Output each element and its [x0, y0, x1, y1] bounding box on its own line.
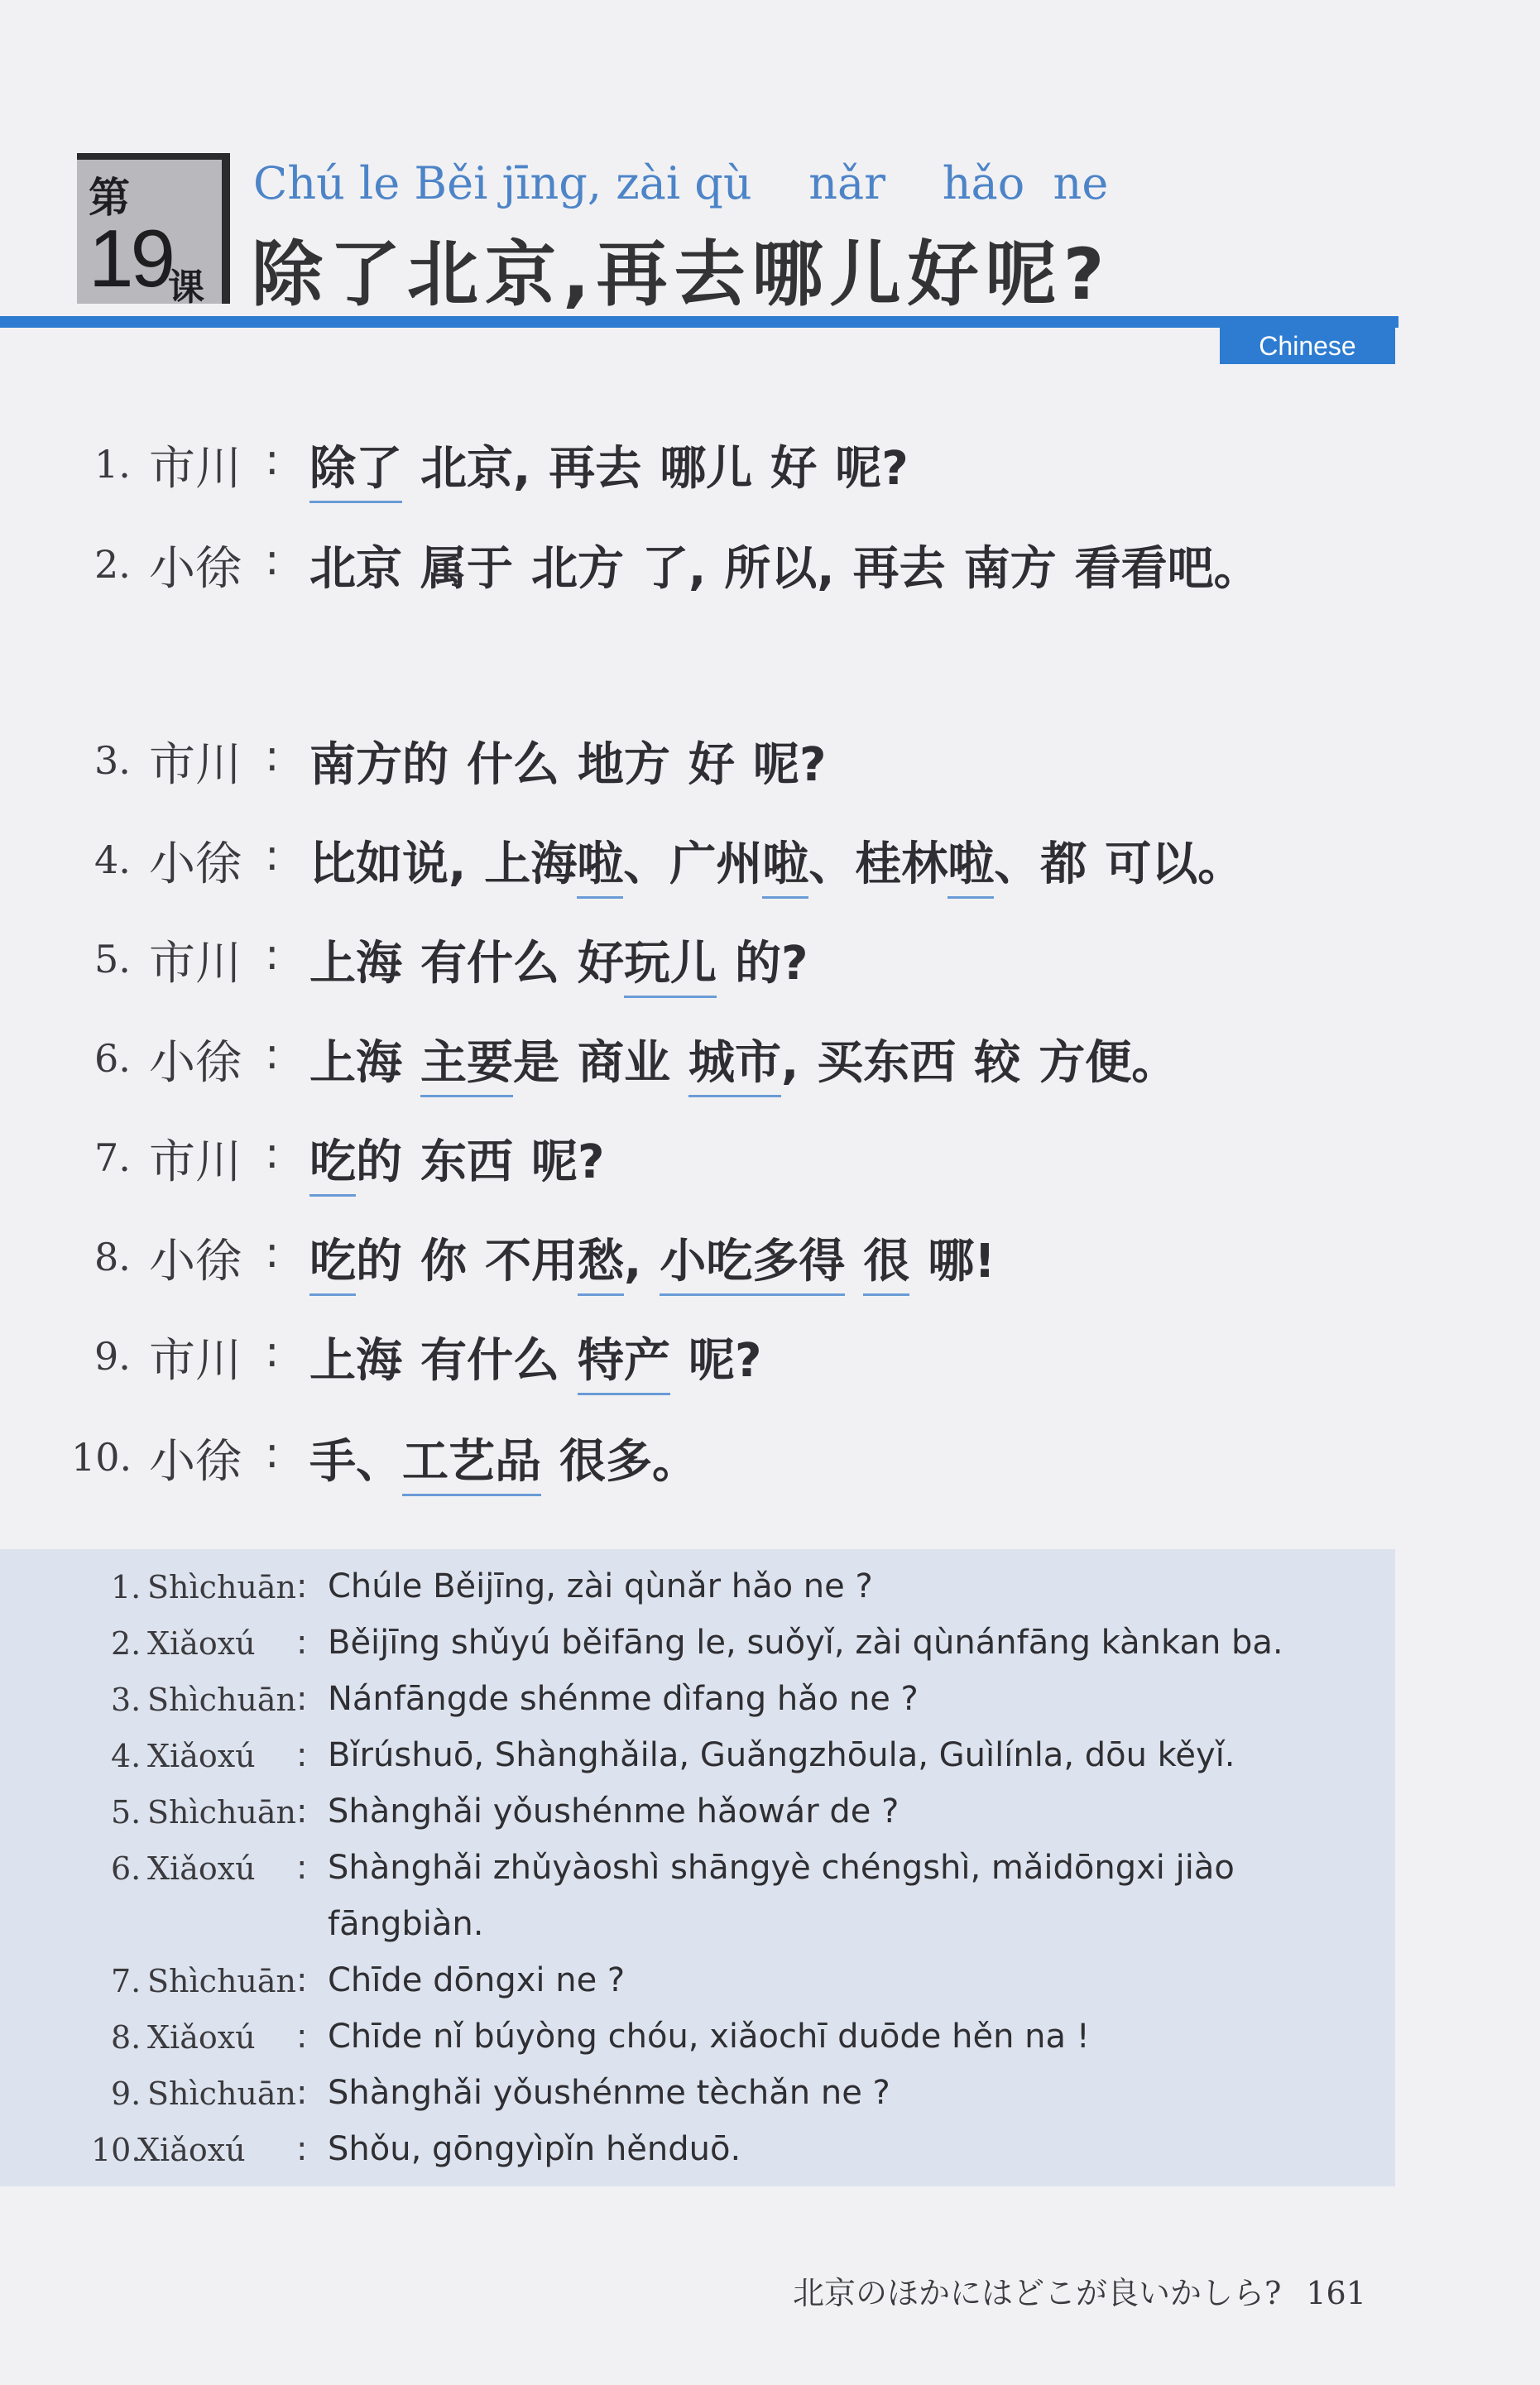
speaker-name: 市川 — [149, 738, 242, 792]
pinyin-text: Chīde nǐ búyòng chóu, xiǎochī duōde hěn na ! — [328, 2018, 1090, 2056]
speaker-colon: : — [265, 1428, 280, 1478]
pinyin-speaker: Shìchuān — [147, 1794, 297, 1831]
pinyin-line-number: 4. — [111, 1738, 142, 1774]
line-number: 6. — [94, 1036, 131, 1081]
speaker-colon: : — [265, 1327, 280, 1377]
pinyin-colon: : — [296, 2018, 308, 2056]
speaker-name: 市川 — [149, 1135, 242, 1189]
word: 所以, — [724, 542, 835, 596]
header-rule — [0, 316, 1398, 328]
dialogue-text — [309, 927, 808, 993]
word: 、 — [808, 837, 856, 891]
pinyin-text: Shànghǎi yǒushénme hǎowár de ? — [328, 1792, 900, 1831]
underlined-word: 主要 — [420, 1036, 513, 1097]
word: 好 — [688, 738, 735, 792]
pinyin-text: Shǒu, gōngyìpǐn hěnduō. — [328, 2130, 741, 2168]
word: 的 — [356, 1235, 402, 1288]
underlined-word: 玩儿 — [624, 937, 717, 998]
word: 什么 — [467, 738, 559, 792]
word: 呢? — [531, 1135, 605, 1189]
pinyin-text: Nánfāngde shénme dìfang hǎo ne ? — [328, 1680, 919, 1718]
pinyin-line-number: 2. — [111, 1625, 142, 1662]
word: 是 — [513, 1036, 559, 1090]
word: 呢? — [753, 738, 827, 792]
word: 看看吧。 — [1074, 542, 1260, 596]
pinyin-text-continued: fāngbiàn. — [328, 1905, 484, 1943]
word: 呢? — [688, 1334, 762, 1388]
pinyin-box — [0, 1549, 1395, 2186]
dialogue-text — [309, 1324, 761, 1390]
title-pinyin: Chú le Běi jīng, zài qù nǎr hǎo ne — [253, 157, 1109, 209]
underlined-word: 啦 — [948, 837, 994, 899]
word: 好 — [578, 937, 624, 991]
underlined-word: 愁 — [578, 1235, 624, 1296]
dialogue-text — [309, 1225, 995, 1291]
pinyin-speaker: Shìchuān — [147, 1963, 297, 1999]
word: 比如说, — [309, 837, 467, 891]
pinyin-colon: : — [296, 1624, 308, 1662]
word: 很多。 — [559, 1435, 698, 1489]
underlined-word: 城市 — [688, 1036, 781, 1097]
pinyin-line-number: 10. — [91, 2132, 142, 2168]
word: 地方 — [578, 738, 670, 792]
pinyin-text: Běijīng shǔyú běifāng le, suǒyǐ, zài qùnánfāng kànkan ba. — [328, 1624, 1283, 1662]
line-number: 7. — [94, 1135, 131, 1180]
underlined-word: 啦 — [762, 837, 808, 899]
word: 商业 — [578, 1036, 670, 1090]
speaker-colon: : — [265, 732, 280, 781]
lesson-badge-ke: 课 — [168, 266, 204, 309]
word: 较 — [974, 1036, 1021, 1090]
word: 、 — [994, 837, 1041, 891]
word: 上海 — [309, 1334, 402, 1388]
line-number: 5. — [94, 937, 131, 981]
word: 广州 — [669, 837, 763, 891]
word: 北京, — [420, 442, 531, 496]
speaker-colon: : — [265, 1129, 280, 1178]
pinyin-line-number: 5. — [111, 1794, 142, 1831]
pinyin-colon: : — [296, 2074, 308, 2112]
underlined-word: 吃 — [309, 1135, 356, 1197]
word: 好 — [770, 442, 818, 496]
pinyin-line-number: 3. — [111, 1682, 142, 1718]
dialogue-text — [309, 432, 909, 498]
word: 南方 — [963, 542, 1057, 596]
word: 呢? — [835, 442, 909, 496]
word: 不用 — [485, 1235, 578, 1288]
pinyin-colon: : — [296, 1792, 308, 1831]
word: , — [781, 1036, 799, 1090]
underlined-word: 吃 — [309, 1235, 356, 1296]
word: 上海 — [309, 1036, 402, 1090]
word: 的? — [735, 937, 808, 991]
word: 的 — [356, 1135, 402, 1189]
speaker-name: 小徐 — [149, 1235, 242, 1288]
pinyin-speaker: Xiǎoxú — [147, 1738, 256, 1774]
speaker-name: 市川 — [149, 442, 242, 496]
pinyin-text: Chīde dōngxi ne ? — [328, 1961, 626, 1999]
line-number: 8. — [94, 1235, 131, 1279]
dialogue-text — [309, 532, 1260, 598]
pinyin-text: Shànghǎi zhǔyàoshì shāngyè chéngshì, mǎidōngxi jiào — [328, 1849, 1235, 1887]
pinyin-speaker: Shìchuān — [147, 2075, 297, 2112]
line-number: 4. — [94, 837, 131, 882]
pinyin-colon: : — [296, 1849, 308, 1887]
language-tab: Chinese — [1220, 328, 1395, 364]
word: 可以。 — [1105, 837, 1245, 891]
page-title: 除了北京,再去哪儿好呢? — [252, 233, 1111, 316]
word: 属于 — [420, 542, 513, 596]
pinyin-line-number: 6. — [111, 1850, 142, 1887]
pinyin-line-number: 9. — [111, 2075, 142, 2112]
word: 哪儿 — [660, 442, 753, 496]
speaker-colon: : — [265, 435, 280, 485]
word: 你 — [420, 1235, 467, 1288]
pinyin-line-number: 1. — [111, 1569, 142, 1605]
speaker-colon: : — [265, 1228, 280, 1278]
speaker-name: 市川 — [149, 937, 242, 991]
pinyin-speaker: Xiǎoxú — [147, 1625, 256, 1662]
pinyin-colon: : — [296, 1680, 308, 1718]
speaker-name: 市川 — [149, 1334, 242, 1388]
word: 上海 — [309, 937, 402, 991]
pinyin-colon: : — [296, 1961, 308, 1999]
word: 手、 — [309, 1435, 402, 1489]
line-number: 9. — [94, 1334, 131, 1379]
word: 东西 — [420, 1135, 513, 1189]
word: 买东西 — [817, 1036, 957, 1090]
word: 有什么 — [420, 937, 559, 991]
word: 都 — [1040, 837, 1087, 891]
pinyin-text: Bǐrúshuō, Shànghǎila, Guǎngzhōula, Guìlínla, dōu kěyǐ. — [328, 1736, 1235, 1774]
dialogue-text — [309, 1026, 1178, 1092]
pinyin-speaker: Shìchuān — [147, 1682, 297, 1718]
pinyin-colon: : — [296, 1736, 308, 1774]
pinyin-text: Chúle Běijīng, zài qùnǎr hǎo ne ? — [328, 1567, 873, 1605]
pinyin-text: Shànghǎi yǒushénme tèchǎn ne ? — [328, 2074, 890, 2112]
pinyin-speaker: Shìchuān — [147, 1569, 297, 1605]
speaker-colon: : — [265, 831, 280, 881]
word: 上海 — [484, 837, 578, 891]
speaker-name: 小徐 — [149, 1036, 242, 1090]
pinyin-colon: : — [296, 2130, 308, 2168]
lesson-badge-di: 第 — [89, 173, 130, 222]
pinyin-line-number: 7. — [111, 1963, 142, 1999]
dialogue-text — [309, 828, 1244, 894]
line-number: 10. — [71, 1435, 132, 1480]
dialogue-text — [309, 1125, 604, 1192]
underlined-word: 除了 — [309, 442, 402, 503]
underlined-word: 啦 — [577, 837, 623, 899]
pinyin-speaker: Xiǎoxú — [137, 2132, 246, 2168]
word: 了, — [642, 542, 707, 596]
dialogue-text — [309, 1425, 698, 1491]
word: 北京 — [309, 542, 402, 596]
word: 桂林 — [855, 837, 948, 891]
lesson-number: 19 — [89, 213, 173, 304]
page-number: 161 — [1306, 2275, 1366, 2311]
underlined-word: 工艺品 — [402, 1435, 541, 1496]
pinyin-speaker: Xiǎoxú — [147, 2019, 256, 2056]
word: , — [624, 1235, 642, 1288]
word: 有什么 — [420, 1334, 559, 1388]
speaker-colon: : — [265, 1029, 280, 1079]
underlined-word: 很 — [863, 1235, 909, 1296]
speaker-name: 小徐 — [149, 542, 242, 596]
word: 再去 — [549, 442, 642, 496]
pinyin-line-number: 8. — [111, 2019, 142, 2056]
word: 方便。 — [1039, 1036, 1178, 1090]
speaker-colon: : — [265, 930, 280, 980]
word: 哪! — [928, 1235, 995, 1288]
line-number: 3. — [94, 738, 131, 783]
underlined-word: 特产 — [578, 1334, 670, 1395]
dialogue-text — [309, 728, 826, 794]
speaker-name: 小徐 — [149, 1435, 242, 1489]
pinyin-colon: : — [296, 1567, 308, 1605]
line-number: 2. — [94, 542, 131, 587]
footer-caption: 北京のほかにはどこが良いかしら? — [793, 2275, 1282, 2311]
line-number: 1. — [94, 442, 131, 487]
underlined-word: 小吃多得 — [660, 1235, 845, 1296]
word: 北方 — [531, 542, 624, 596]
word: 南方的 — [309, 738, 449, 792]
word: 、 — [623, 837, 670, 891]
pinyin-speaker: Xiǎoxú — [147, 1850, 256, 1887]
page-footer — [793, 2267, 1366, 2313]
word: 再去 — [852, 542, 946, 596]
lesson-badge — [77, 153, 230, 309]
speaker-name: 小徐 — [149, 837, 242, 891]
speaker-colon: : — [265, 535, 280, 585]
